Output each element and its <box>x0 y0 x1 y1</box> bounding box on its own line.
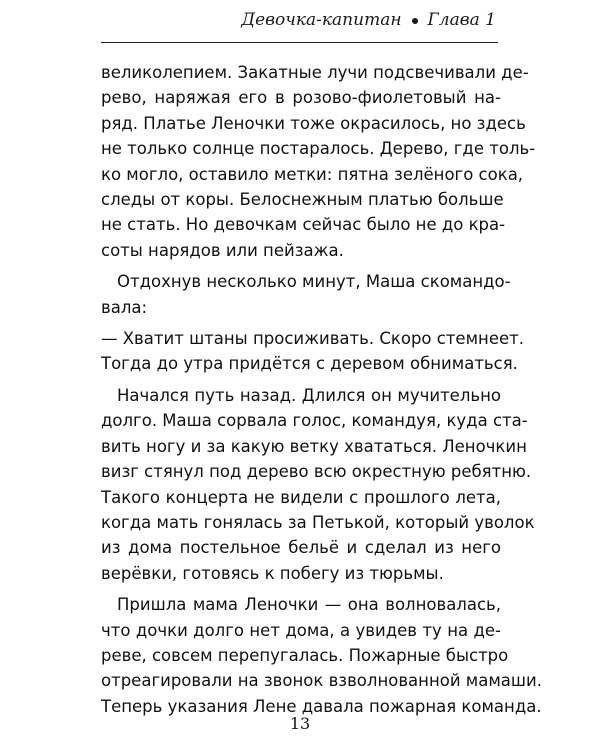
text-line: вала: <box>101 297 148 317</box>
text-line: Отдохнув несколько минут, Маша скомандо- <box>117 272 511 292</box>
text-line: не только солнце постаралось. Дерево, где толь- <box>101 139 536 159</box>
text-line: что дочки долго нет дома, а увидев ту на де- <box>101 620 501 640</box>
text-line: Такого концерта не видели с прошлого лета, <box>101 487 501 507</box>
text-line: из дома постельное бельё и сделал из него <box>101 538 501 558</box>
text-line: Пришла мама Леночки — она волновалась, <box>117 595 501 615</box>
text-line: реве, совсем перепугалась. Пожарные быстро <box>101 645 509 665</box>
text-line: ко могло, оставило метки: пятна зелёного сока, <box>101 164 524 184</box>
header-rule <box>101 42 498 43</box>
text-line: не стать. Но девочкам сейчас было не до кра- <box>101 215 506 235</box>
body-text <box>101 60 542 719</box>
page-number: 13 <box>289 714 311 733</box>
paragraph <box>101 60 536 263</box>
text-line: верёвки, готовясь к побегу из тюрьмы. <box>101 563 444 583</box>
text-line: Теперь указания Лене давала пожарная команда. <box>101 696 542 716</box>
text-line: соты нарядов или пейзажа. <box>101 240 344 260</box>
text-line: ряд. Платье Леночки тоже окрасилось, но здесь <box>101 113 526 133</box>
paragraph <box>101 269 511 320</box>
text-line: Тогда до утра придётся с деревом обниматься. <box>101 354 518 374</box>
text-line: когда мать гонялась за Петькой, который уволок <box>101 512 535 532</box>
text-line: отреагировали на звонок взволнованной мамаши. <box>101 671 542 691</box>
running-header <box>241 10 496 30</box>
paragraph <box>101 592 542 719</box>
text-line: следы от коры. Белоснежным платью больше <box>101 190 504 210</box>
chapter-label: Глава 1 <box>427 10 496 30</box>
paragraph <box>101 383 535 586</box>
separator-dot-icon <box>412 18 418 24</box>
text-line: долго. Маша сорвала голос, командуя, куда ста- <box>101 411 528 431</box>
text-line: визг стянул под дерево всю окрестную ребятню. <box>101 462 532 482</box>
text-line: Начался путь назад. Длился он мучительно <box>117 385 501 405</box>
text-line: рево, наряжая его в розово-фиолетовый на- <box>101 88 501 108</box>
text-line: вить ногу и за какую ветку хвататься. Леночкин <box>101 436 527 456</box>
paragraph <box>101 326 524 377</box>
text-line: — Хватит штаны просиживать. Скоро стемнеет. <box>101 329 524 349</box>
text-line: великолепием. Закатные лучи подсвечивали де- <box>101 63 529 82</box>
book-title: Девочка-капитан <box>241 10 402 30</box>
